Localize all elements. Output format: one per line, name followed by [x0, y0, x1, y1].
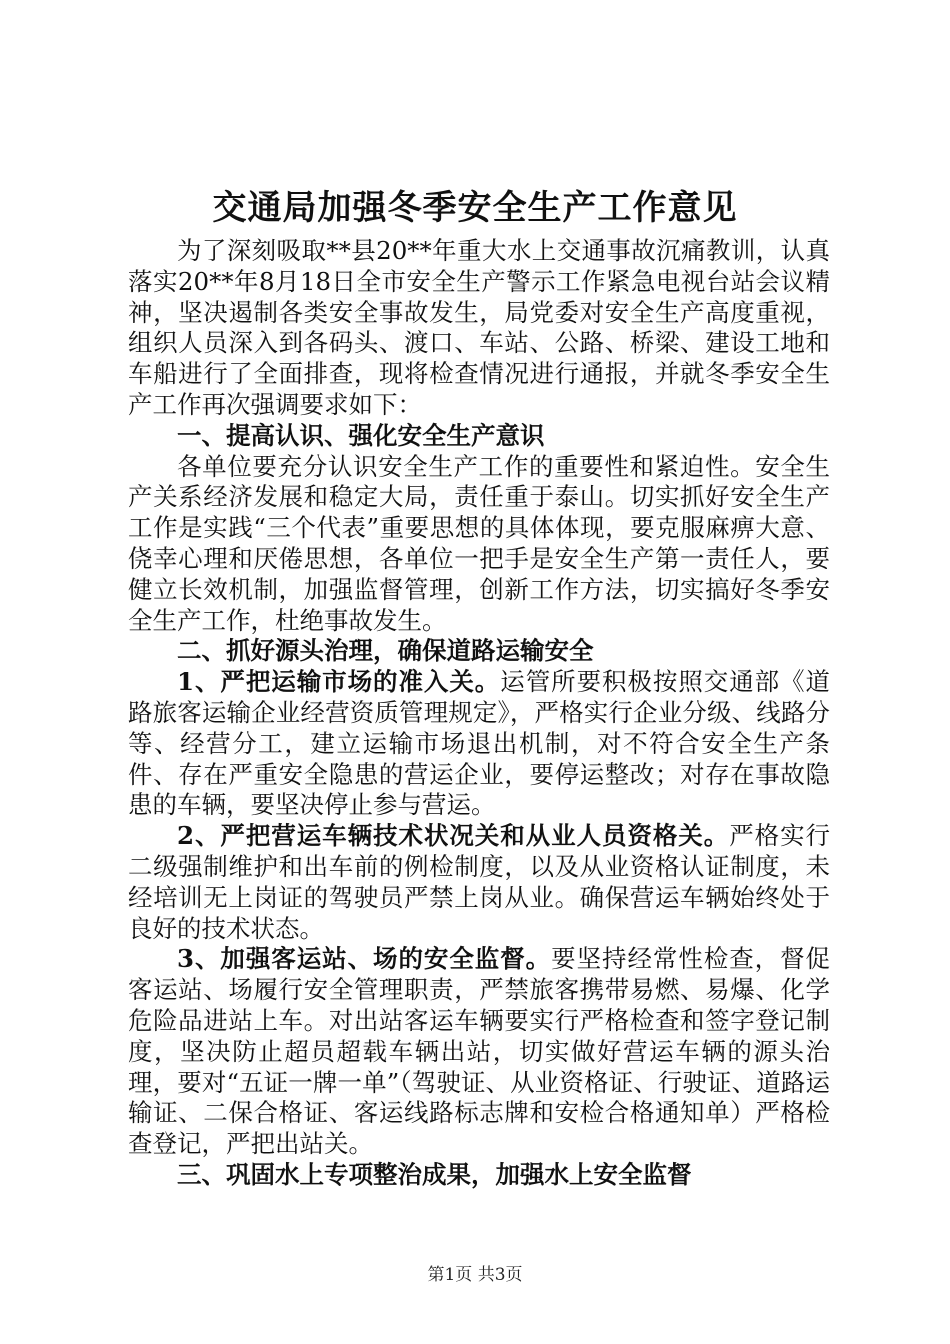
paragraph-text: 各单位要充分认识安全生产工作的重要性和紧迫性。安全生产关系经济发展和稳定大局，责任重于泰山。切实抓好安全生产工作是实践“三个代表”重要思想的具体体现，要克服麻痹大意、侥幸心理和厌倦思想，各单位一把手是安全生产第一责任人，要健立长效机制，加强监督管理，创新工作方法，切实搞好冬季安全生产工作，杜绝事故发生。: [128, 451, 830, 635]
paragraph-text: 要坚持经常性检查，督促客运站、场履行安全管理职责，严禁旅客携带易燃、易爆、化学危险品进站上车。对出站客运车辆要实行严格检查和签字登记制度，坚决防止超员超载车辆出站，切实做好营运车辆的源头治理，要对“五证一牌一单”（驾驶证、从业资格证、行驶证、道路运输证、二保合格证、客运线路标志牌和安检合格通知单）严格检查登记，严把出站关。: [128, 944, 831, 1159]
body-paragraph: [128, 236, 830, 421]
body-paragraph: [128, 821, 830, 944]
section-heading: [128, 636, 830, 667]
paragraph-lead: 2、严把营运车辆技术状况关和从业人员资格关。: [177, 821, 730, 851]
paragraph-text: 一、提高认识、强化安全生产意识: [177, 420, 545, 450]
paragraph-text: 三、巩固水上专项整治成果，加强水上安全监督: [177, 1159, 692, 1189]
paragraph-text: 严格实行二级强制维护和出车前的例检制度，以及从业资格认证制度，未经培训无上岗证的驾驶员严禁上岗从业。确保营运车辆始终处于良好的技术状态。: [128, 821, 831, 943]
body-paragraph: [128, 944, 830, 1160]
paragraph-text: 为了深刻吸取**县20**年重大水上交通事故沉痛教训，认真落实20**年8月18日全市安全生产警示工作紧急电视台站会议精神，坚决遏制各类安全事故发生，局党委对安全生产高度重视，组织人员深入到各码头、渡口、车站、公路、桥梁、建设工地和车船进行了全面排查，现将检查情况进行通报，并就冬季安全生产工作再次强调要求如下：: [128, 236, 830, 419]
page-footer: 第1页 共3页: [427, 1265, 523, 1285]
body-paragraph: [128, 667, 830, 821]
section-heading: [128, 1160, 830, 1191]
paragraph-text: 二、抓好源头治理，确保道路运输安全: [177, 636, 594, 666]
document-body: [128, 236, 830, 1191]
paragraph-lead: 1、严把运输市场的准入关。: [177, 667, 501, 697]
paragraph-lead: 3、加强客运站、场的安全监督。: [177, 944, 552, 974]
body-paragraph: [128, 452, 830, 637]
section-heading: [128, 421, 830, 452]
document-title: 交通局加强冬季安全生产工作意见: [212, 188, 738, 228]
paragraph-text: 运管所要积极按照交通部《道路旅客运输企业经营资质管理规定》，严格实行企业分级、线路分等、经营分工，建立运输市场退出机制，对不符合安全生产条件、存在严重安全隐患的营运企业，要停运整改；对存在事故隐患的车辆，要坚决停止参与营运。: [128, 667, 831, 820]
